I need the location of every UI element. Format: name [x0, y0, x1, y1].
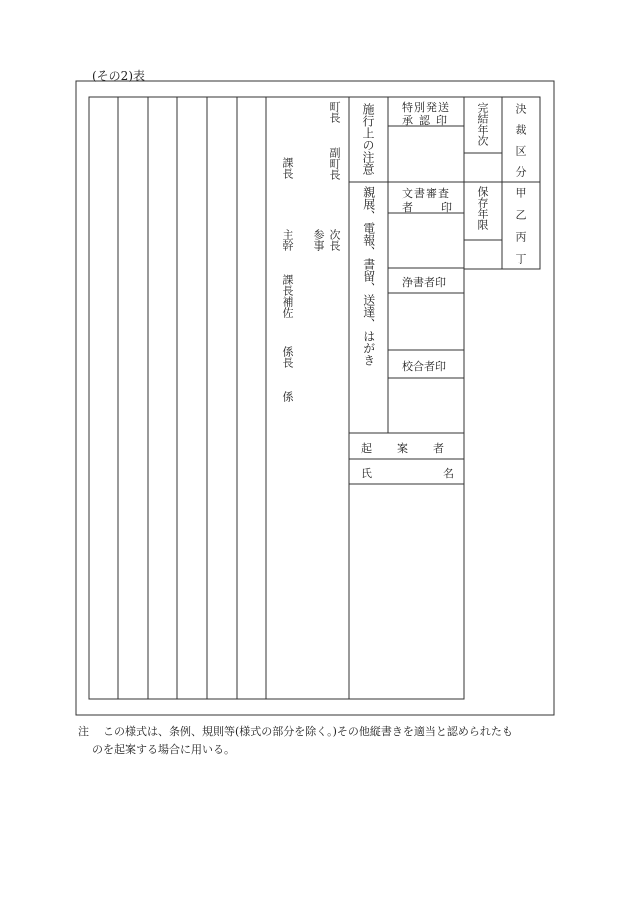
- completion-year-label: 完結年次: [476, 102, 489, 146]
- mailing-options: 親展、電報、書留、送達、はがき: [361, 186, 376, 366]
- approval-stamp-label: 承認印: [402, 114, 453, 127]
- proofreader-stamp-label: 校合者印: [402, 360, 446, 373]
- footnote-line-2: のを起案する場合に用いる。: [92, 743, 235, 756]
- document-review-label: 文書審査: [402, 187, 450, 200]
- notes-header: 施行上の注意: [361, 103, 375, 175]
- deputy-director-label: 次長: [328, 229, 341, 251]
- decision-category-label: 決裁区分: [514, 103, 527, 187]
- decision-grades: 甲乙丙丁: [514, 187, 527, 275]
- staff-label: 係: [281, 391, 294, 402]
- reviewer-stamp-label: 者印: [402, 201, 480, 214]
- deputy-mayor-label: 副町長: [328, 147, 341, 180]
- subsection-chief-label: 係長: [281, 346, 294, 368]
- drafter-label: 起案者: [361, 442, 469, 455]
- manager-label: 主幹: [281, 229, 294, 251]
- special-send-label: 特別発送: [402, 101, 450, 114]
- footnote-line-1: この様式は、条例、規則等(様式の部分を除く。)その他縦書きを適当と認められたも: [103, 725, 513, 738]
- clean-copy-stamp-label: 浄書者印: [402, 276, 446, 289]
- counselor-label: 参事: [312, 229, 325, 251]
- form-label: (その2)表: [92, 69, 145, 83]
- assistant-chief-label: 課長補佐: [281, 274, 294, 318]
- section-chief-label: 課長: [281, 157, 294, 179]
- name-label: 氏名: [361, 467, 525, 480]
- mayor-label: 町長: [328, 101, 341, 123]
- retention-period-label: 保存年限: [476, 186, 489, 230]
- footnote-prefix: 注: [78, 725, 89, 738]
